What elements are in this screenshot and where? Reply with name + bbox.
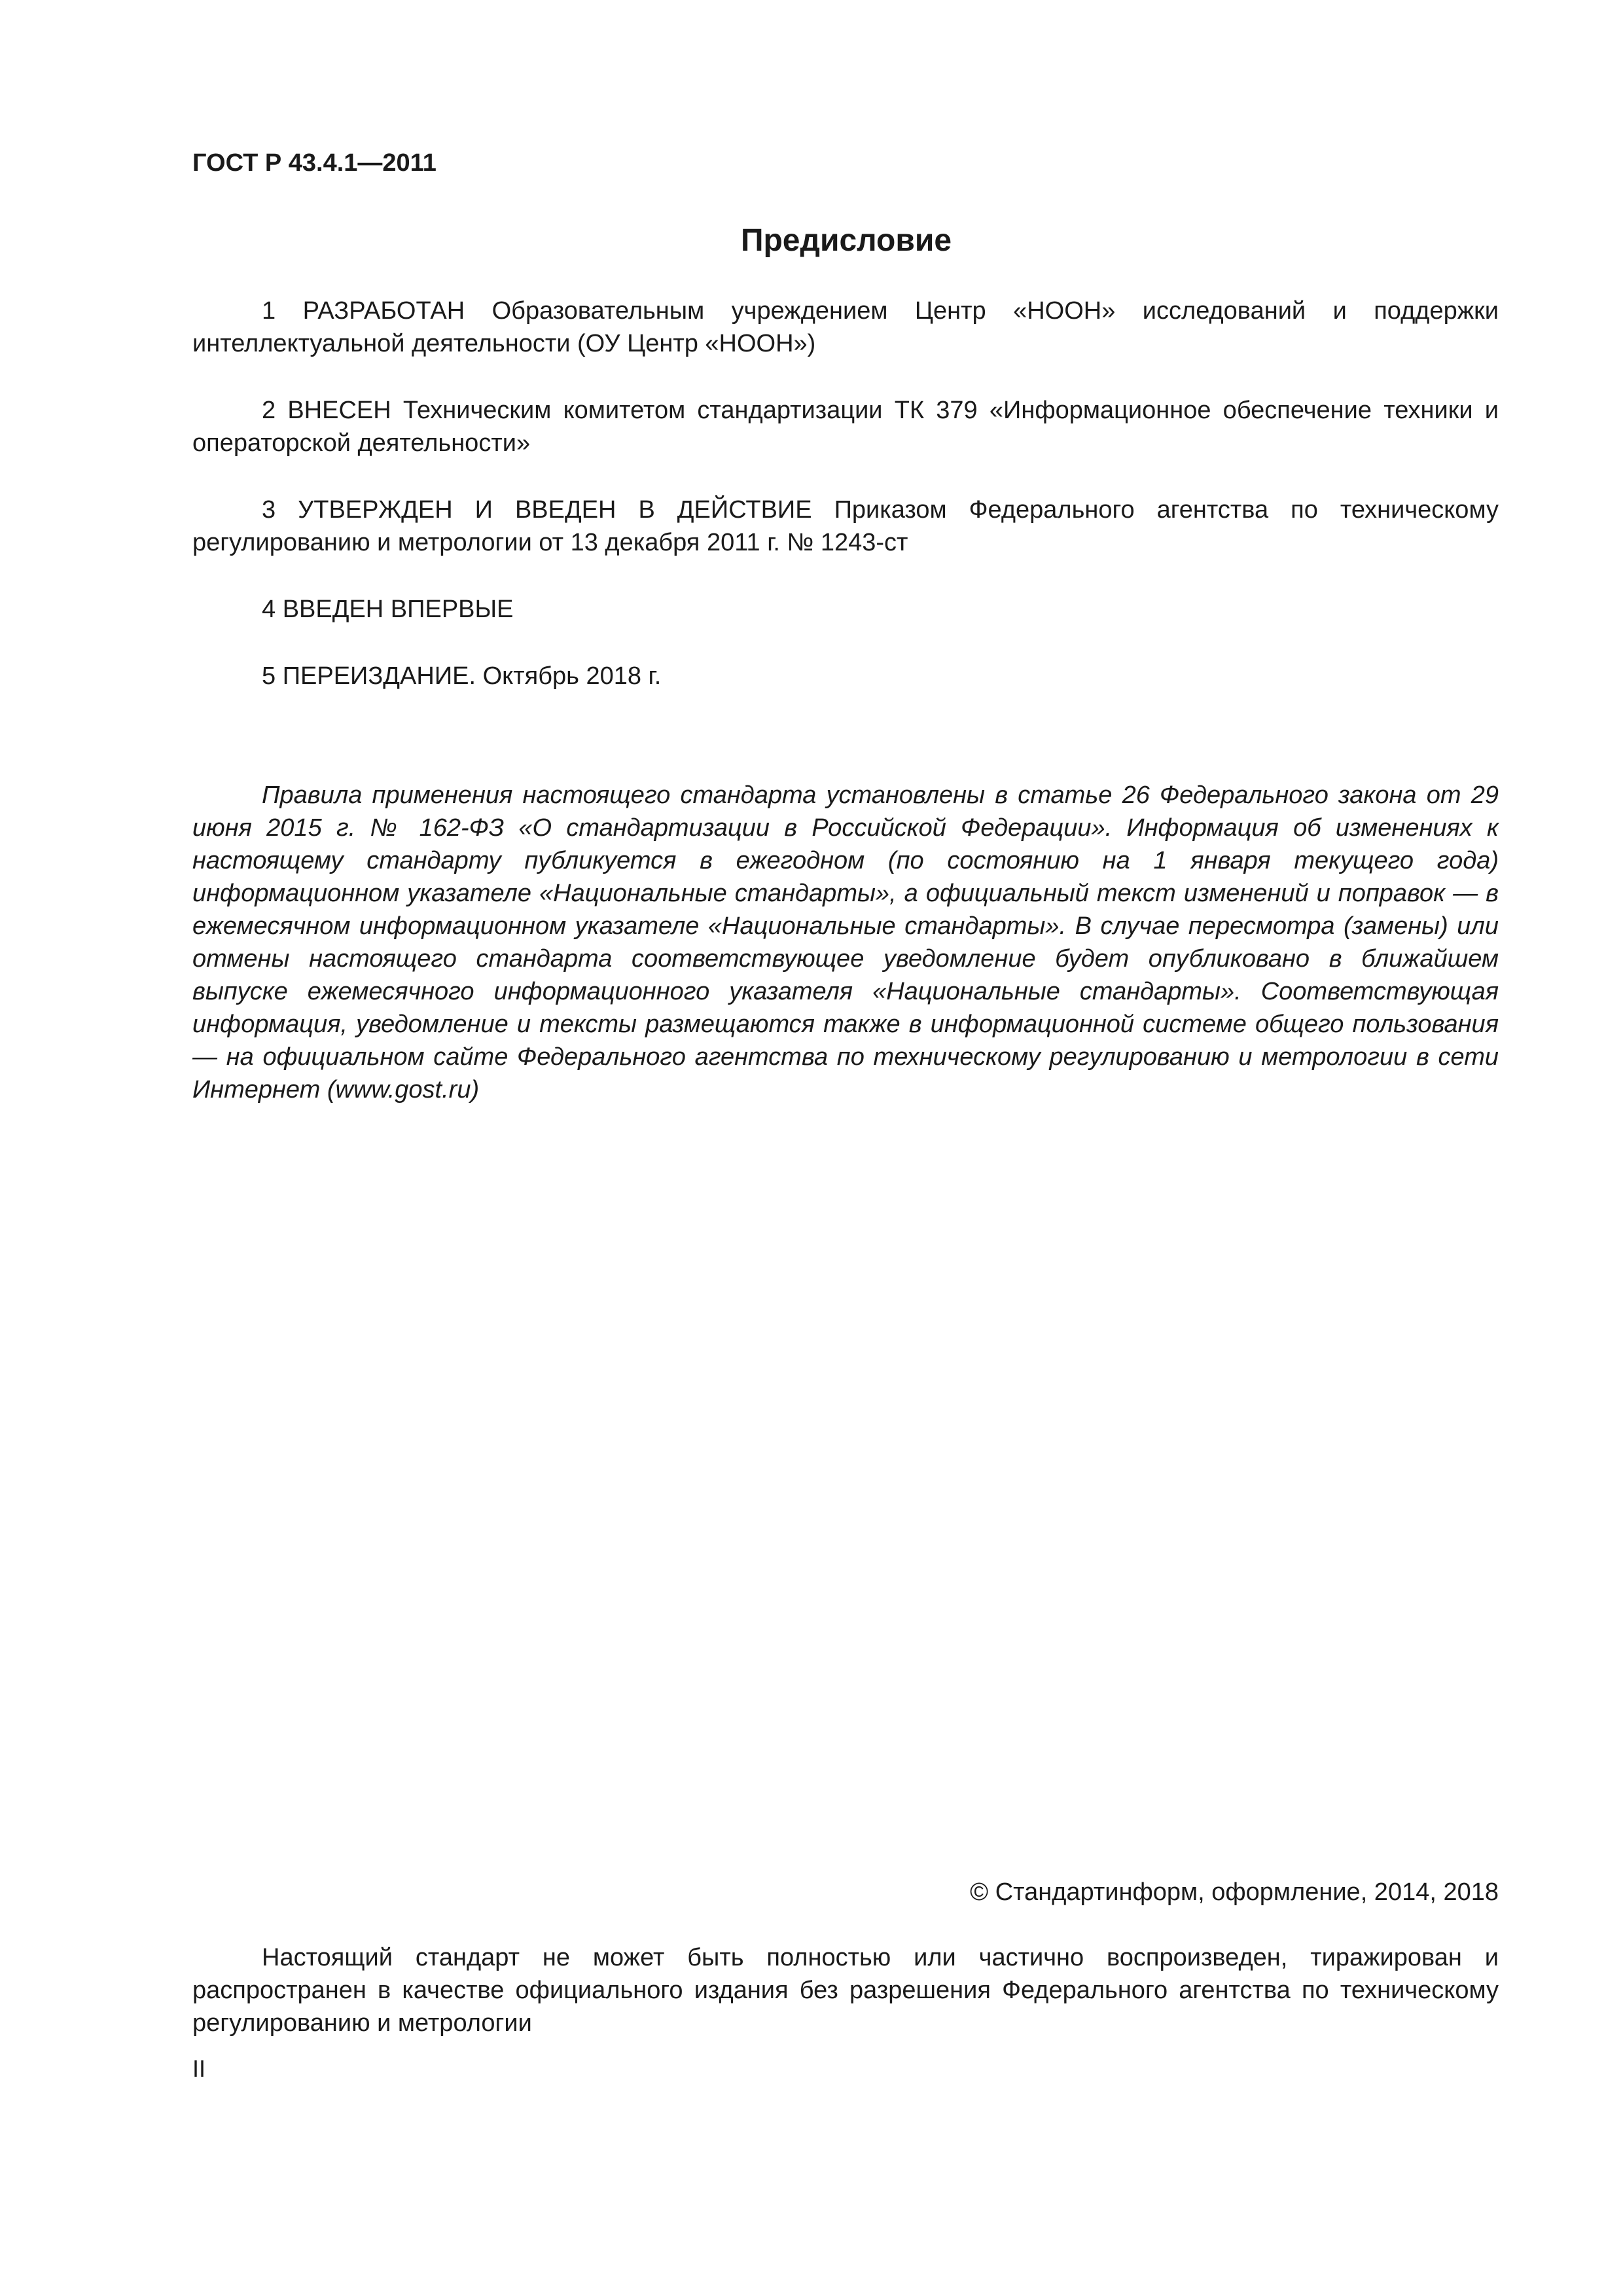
application-rules-paragraph: Правила применения настоящего стандарта установлены в статье 26 Федерального закона от 29 июня 2015 г. № 162-ФЗ «О стандартизации в Российской Федерации». Информация об изменениях к настоящему стандарту публикуется в ежегодном (по состоянию на 1 января текущего года) информационном указателе «Национальные стандарты», а официальный текст изменений и поправок — в ежемесячном информационном указателе «Национальные стандарты». В случае пересмотра (замены) или отмены настоящего стандарта соответствующее уведомление будет опубликовано в ближайшем выпуске ежемесячного информационного указателя «Национальные стандарты». Соответствующая информация, уведомление и тексты размещаются также в информационной системе общего пользования — на официальном сайте Федерального агентства по техническому регулированию и метрологии в сети Интернет (www.gost.ru): [192, 781, 1499, 1103]
foreword-item-developed: 1 РАЗРАБОТАН Образовательным учреждением Центр «НООН» исследований и поддержки интеллектуальной деятельности (ОУ Центр «НООН»): [192, 297, 1499, 357]
page-number: II: [192, 2055, 206, 2082]
copyright-line: © Стандартинформ, оформление, 2014, 2018: [970, 1878, 1499, 1906]
foreword-items: [192, 295, 1499, 726]
foreword-item-approved: 3 УТВЕРЖДЕН И ВВЕДЕН В ДЕЙСТВИЕ Приказом Федерального агентства по техническому регулированию и метрологии от 13 декабря 2011 г. № 1243-ст: [192, 496, 1499, 556]
foreword-item-introduced: 2 ВНЕСЕН Техническим комитетом стандартизации ТК 379 «Информационное обеспечение техники и операторской деятельности»: [192, 397, 1499, 457]
foreword-item-first-time: 4 ВВЕДЕН ВПЕРВЫЕ: [262, 596, 514, 623]
section-title: Предисловие: [740, 223, 952, 258]
reproduction-notice: Настоящий стандарт не может быть полностью или частично воспроизведен, тиражирован и распространен в качестве официального издания без разрешения Федерального агентства по техническому регулированию и метрологии: [192, 1944, 1499, 2037]
document-code: ГОСТ Р 43.4.1—2011: [192, 149, 437, 177]
foreword-item-reissue: 5 ПЕРЕИЗДАНИЕ. Октябрь 2018 г.: [262, 662, 662, 690]
